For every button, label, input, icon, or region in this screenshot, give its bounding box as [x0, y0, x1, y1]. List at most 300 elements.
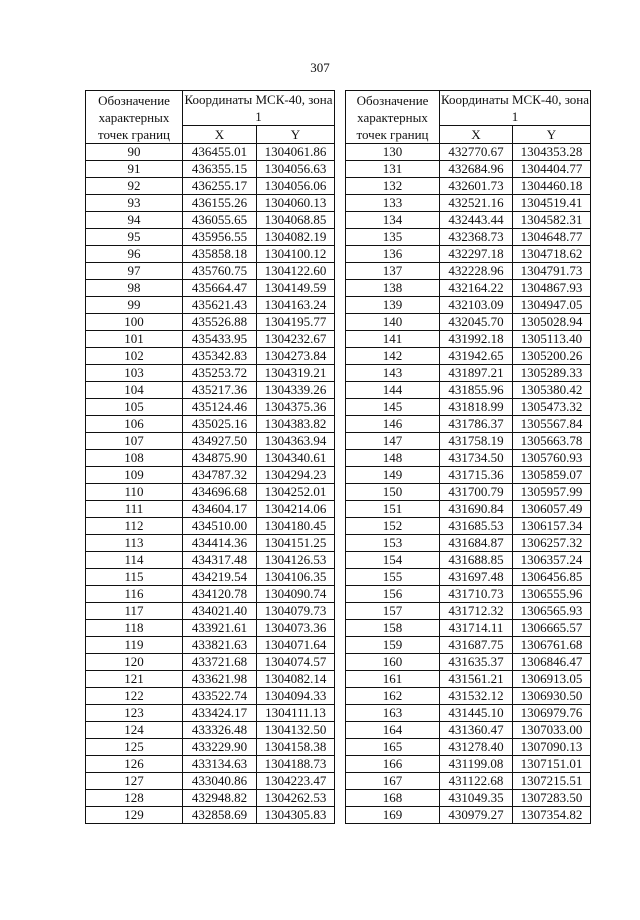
y-coordinate-cell: 1305473.32	[513, 399, 591, 416]
table-row	[346, 518, 591, 535]
point-id-cell: 123	[86, 705, 183, 722]
table-row	[346, 280, 591, 297]
x-coordinate-cell: 431715.36	[440, 467, 513, 484]
x-coordinate-cell: 435124.46	[183, 399, 257, 416]
x-coordinate-cell: 431786.37	[440, 416, 513, 433]
x-coordinate-cell: 431897.21	[440, 365, 513, 382]
table-row	[86, 348, 335, 365]
point-id-cell: 125	[86, 739, 183, 756]
y-coordinate-cell: 1304071.64	[257, 637, 335, 654]
x-coordinate-cell: 432601.73	[440, 178, 513, 195]
x-coordinate-cell: 431122.68	[440, 773, 513, 790]
x-coordinate-cell: 431635.37	[440, 654, 513, 671]
point-id-cell: 110	[86, 484, 183, 501]
y-coordinate-cell: 1304060.13	[257, 195, 335, 212]
point-id-cell: 167	[346, 773, 440, 790]
point-id-cell: 94	[86, 212, 183, 229]
x-coordinate-cell: 431690.84	[440, 501, 513, 518]
y-coordinate-cell: 1304648.77	[513, 229, 591, 246]
point-id-cell: 140	[346, 314, 440, 331]
point-id-cell: 97	[86, 263, 183, 280]
point-id-cell: 145	[346, 399, 440, 416]
x-coordinate-cell: 431714.11	[440, 620, 513, 637]
y-coordinate-cell: 1304163.24	[257, 297, 335, 314]
point-id-cell: 157	[346, 603, 440, 620]
y-coordinate-cell: 1304791.73	[513, 263, 591, 280]
y-coordinate-cell: 1306979.76	[513, 705, 591, 722]
y-coordinate-cell: 1304232.67	[257, 331, 335, 348]
table-row	[346, 620, 591, 637]
table-row	[86, 654, 335, 671]
table-row	[346, 552, 591, 569]
designation-header: Обозначение характерных точек границ	[86, 91, 183, 144]
table-row	[346, 790, 591, 807]
table-row	[346, 433, 591, 450]
x-coordinate-cell: 434510.00	[183, 518, 257, 535]
y-coordinate-cell: 1305113.40	[513, 331, 591, 348]
y-coordinate-cell: 1304151.25	[257, 535, 335, 552]
table-row	[86, 416, 335, 433]
point-id-cell: 169	[346, 807, 440, 824]
table-row	[346, 416, 591, 433]
table-row	[346, 348, 591, 365]
x-coordinate-cell: 432443.44	[440, 212, 513, 229]
x-coordinate-cell: 435858.18	[183, 246, 257, 263]
point-id-cell: 99	[86, 297, 183, 314]
point-id-cell: 118	[86, 620, 183, 637]
table-row	[86, 144, 335, 161]
x-coordinate-cell: 432297.18	[440, 246, 513, 263]
y-coordinate-cell: 1304305.83	[257, 807, 335, 824]
point-id-cell: 116	[86, 586, 183, 603]
table-row	[86, 620, 335, 637]
point-id-cell: 136	[346, 246, 440, 263]
x-coordinate-cell: 436355.15	[183, 161, 257, 178]
x-coordinate-cell: 432103.09	[440, 297, 513, 314]
point-id-cell: 104	[86, 382, 183, 399]
y-coordinate-cell: 1304718.62	[513, 246, 591, 263]
y-coordinate-cell: 1304375.36	[257, 399, 335, 416]
table-row	[86, 535, 335, 552]
table-row	[86, 569, 335, 586]
table-body	[346, 144, 591, 824]
table-row	[86, 586, 335, 603]
point-id-cell: 154	[346, 552, 440, 569]
y-coordinate-cell: 1304273.84	[257, 348, 335, 365]
y-coordinate-cell: 1304180.45	[257, 518, 335, 535]
y-coordinate-cell: 1306555.96	[513, 586, 591, 603]
point-id-cell: 105	[86, 399, 183, 416]
x-coordinate-cell: 431758.19	[440, 433, 513, 450]
y-header: Y	[513, 126, 591, 144]
y-coordinate-cell: 1304947.05	[513, 297, 591, 314]
x-coordinate-cell: 435664.47	[183, 280, 257, 297]
y-coordinate-cell: 1304132.50	[257, 722, 335, 739]
table-row	[86, 161, 335, 178]
y-coordinate-cell: 1305289.33	[513, 365, 591, 382]
point-id-cell: 115	[86, 569, 183, 586]
y-coordinate-cell: 1306357.24	[513, 552, 591, 569]
table-row	[346, 212, 591, 229]
table-row	[346, 195, 591, 212]
y-coordinate-cell: 1304339.26	[257, 382, 335, 399]
x-coordinate-cell: 435760.75	[183, 263, 257, 280]
x-coordinate-cell: 431855.96	[440, 382, 513, 399]
table-row	[346, 586, 591, 603]
y-coordinate-cell: 1304149.59	[257, 280, 335, 297]
y-coordinate-cell: 1304195.77	[257, 314, 335, 331]
y-coordinate-cell: 1304094.33	[257, 688, 335, 705]
y-coordinate-cell: 1306846.47	[513, 654, 591, 671]
x-coordinate-cell: 431697.48	[440, 569, 513, 586]
point-id-cell: 114	[86, 552, 183, 569]
table-row	[86, 501, 335, 518]
y-coordinate-cell: 1304082.14	[257, 671, 335, 688]
point-id-cell: 135	[346, 229, 440, 246]
table-row	[346, 467, 591, 484]
x-coordinate-cell: 434219.54	[183, 569, 257, 586]
x-coordinate-cell: 435217.36	[183, 382, 257, 399]
point-id-cell: 168	[346, 790, 440, 807]
x-coordinate-cell: 433229.90	[183, 739, 257, 756]
point-id-cell: 141	[346, 331, 440, 348]
x-coordinate-cell: 434696.68	[183, 484, 257, 501]
y-coordinate-cell: 1304519.41	[513, 195, 591, 212]
point-id-cell: 119	[86, 637, 183, 654]
point-id-cell: 164	[346, 722, 440, 739]
x-coordinate-cell: 432045.70	[440, 314, 513, 331]
point-id-cell: 153	[346, 535, 440, 552]
point-id-cell: 139	[346, 297, 440, 314]
y-coordinate-cell: 1304074.57	[257, 654, 335, 671]
point-id-cell: 143	[346, 365, 440, 382]
table-row	[86, 399, 335, 416]
table-row	[346, 484, 591, 501]
point-id-cell: 112	[86, 518, 183, 535]
x-coordinate-cell: 436055.65	[183, 212, 257, 229]
table-row	[346, 144, 591, 161]
x-coordinate-cell: 431360.47	[440, 722, 513, 739]
table-row	[346, 756, 591, 773]
point-id-cell: 129	[86, 807, 183, 824]
point-id-cell: 109	[86, 467, 183, 484]
x-coordinate-cell: 433326.48	[183, 722, 257, 739]
table-row	[346, 161, 591, 178]
x-header: X	[440, 126, 513, 144]
x-coordinate-cell: 432948.82	[183, 790, 257, 807]
x-coordinate-cell: 432368.73	[440, 229, 513, 246]
point-id-cell: 156	[346, 586, 440, 603]
point-id-cell: 124	[86, 722, 183, 739]
x-coordinate-cell: 435433.95	[183, 331, 257, 348]
y-header: Y	[257, 126, 335, 144]
y-coordinate-cell: 1304068.85	[257, 212, 335, 229]
y-coordinate-cell: 1304090.74	[257, 586, 335, 603]
table-row	[86, 790, 335, 807]
point-id-cell: 165	[346, 739, 440, 756]
table-row	[86, 756, 335, 773]
x-coordinate-cell: 435025.16	[183, 416, 257, 433]
point-id-cell: 149	[346, 467, 440, 484]
x-coordinate-cell: 434787.32	[183, 467, 257, 484]
table-row	[346, 739, 591, 756]
point-id-cell: 113	[86, 535, 183, 552]
point-id-cell: 160	[346, 654, 440, 671]
y-coordinate-cell: 1304056.06	[257, 178, 335, 195]
table-row	[346, 637, 591, 654]
table-row	[346, 671, 591, 688]
table-row	[86, 178, 335, 195]
y-coordinate-cell: 1306257.32	[513, 535, 591, 552]
table-row	[86, 212, 335, 229]
table-row	[346, 246, 591, 263]
table-row	[86, 450, 335, 467]
point-id-cell: 120	[86, 654, 183, 671]
point-id-cell: 133	[346, 195, 440, 212]
x-header: X	[183, 126, 257, 144]
point-id-cell: 166	[346, 756, 440, 773]
x-coordinate-cell: 434021.40	[183, 603, 257, 620]
x-coordinate-cell: 435253.72	[183, 365, 257, 382]
point-id-cell: 132	[346, 178, 440, 195]
table-row	[86, 637, 335, 654]
table-row	[346, 229, 591, 246]
y-coordinate-cell: 1304363.94	[257, 433, 335, 450]
y-coordinate-cell: 1306157.34	[513, 518, 591, 535]
y-coordinate-cell: 1304867.93	[513, 280, 591, 297]
x-coordinate-cell: 432521.16	[440, 195, 513, 212]
table-row	[346, 807, 591, 824]
x-coordinate-cell: 431710.73	[440, 586, 513, 603]
table-row	[86, 314, 335, 331]
table-row	[86, 603, 335, 620]
table-row	[346, 603, 591, 620]
x-coordinate-cell: 434927.50	[183, 433, 257, 450]
table-row	[346, 331, 591, 348]
point-id-cell: 90	[86, 144, 183, 161]
x-coordinate-cell: 431687.75	[440, 637, 513, 654]
x-coordinate-cell: 431818.99	[440, 399, 513, 416]
point-id-cell: 152	[346, 518, 440, 535]
point-id-cell: 146	[346, 416, 440, 433]
table-row	[86, 263, 335, 280]
point-id-cell: 147	[346, 433, 440, 450]
y-coordinate-cell: 1307354.82	[513, 807, 591, 824]
y-coordinate-cell: 1305200.26	[513, 348, 591, 365]
x-coordinate-cell: 433522.74	[183, 688, 257, 705]
x-coordinate-cell: 431685.53	[440, 518, 513, 535]
x-coordinate-cell: 431942.65	[440, 348, 513, 365]
point-id-cell: 126	[86, 756, 183, 773]
y-coordinate-cell: 1304073.36	[257, 620, 335, 637]
y-coordinate-cell: 1307215.51	[513, 773, 591, 790]
point-id-cell: 130	[346, 144, 440, 161]
x-coordinate-cell: 432164.22	[440, 280, 513, 297]
point-id-cell: 155	[346, 569, 440, 586]
x-coordinate-cell: 431688.85	[440, 552, 513, 569]
y-coordinate-cell: 1305760.93	[513, 450, 591, 467]
point-id-cell: 95	[86, 229, 183, 246]
point-id-cell: 103	[86, 365, 183, 382]
point-id-cell: 127	[86, 773, 183, 790]
y-coordinate-cell: 1304100.12	[257, 246, 335, 263]
table-row	[86, 739, 335, 756]
point-id-cell: 144	[346, 382, 440, 399]
y-coordinate-cell: 1304126.53	[257, 552, 335, 569]
point-id-cell: 100	[86, 314, 183, 331]
table-row	[86, 365, 335, 382]
x-coordinate-cell: 434120.78	[183, 586, 257, 603]
table-row	[86, 382, 335, 399]
table-row	[86, 518, 335, 535]
point-id-cell: 92	[86, 178, 183, 195]
table-row	[86, 671, 335, 688]
point-id-cell: 137	[346, 263, 440, 280]
y-coordinate-cell: 1305028.94	[513, 314, 591, 331]
x-coordinate-cell: 432228.96	[440, 263, 513, 280]
x-coordinate-cell: 431561.21	[440, 671, 513, 688]
x-coordinate-cell: 431199.08	[440, 756, 513, 773]
x-coordinate-cell: 431700.79	[440, 484, 513, 501]
point-id-cell: 96	[86, 246, 183, 263]
point-id-cell: 163	[346, 705, 440, 722]
coord-system-header: Координаты МСК-40, зона 1	[441, 92, 589, 124]
y-coordinate-cell: 1304214.06	[257, 501, 335, 518]
table-row	[346, 399, 591, 416]
y-coordinate-cell: 1304460.18	[513, 178, 591, 195]
y-coordinate-cell: 1307090.13	[513, 739, 591, 756]
point-id-cell: 138	[346, 280, 440, 297]
y-coordinate-cell: 1304122.60	[257, 263, 335, 280]
y-coordinate-cell: 1304056.63	[257, 161, 335, 178]
x-coordinate-cell: 432858.69	[183, 807, 257, 824]
coordinates-table-left	[85, 90, 335, 824]
x-coordinate-cell: 433424.17	[183, 705, 257, 722]
x-coordinate-cell: 432770.67	[440, 144, 513, 161]
x-coordinate-cell: 433134.63	[183, 756, 257, 773]
table-row	[346, 722, 591, 739]
y-coordinate-cell: 1304353.28	[513, 144, 591, 161]
point-id-cell: 150	[346, 484, 440, 501]
page-number: 307	[310, 60, 330, 75]
table-row	[346, 297, 591, 314]
y-coordinate-cell: 1305859.07	[513, 467, 591, 484]
table-row	[86, 807, 335, 824]
table-row	[86, 552, 335, 569]
y-coordinate-cell: 1304294.23	[257, 467, 335, 484]
x-coordinate-cell: 433721.68	[183, 654, 257, 671]
y-coordinate-cell: 1307033.00	[513, 722, 591, 739]
y-coordinate-cell: 1304158.38	[257, 739, 335, 756]
y-coordinate-cell: 1304262.53	[257, 790, 335, 807]
x-coordinate-cell: 435621.43	[183, 297, 257, 314]
x-coordinate-cell: 436255.17	[183, 178, 257, 195]
table-row	[346, 569, 591, 586]
point-id-cell: 161	[346, 671, 440, 688]
x-coordinate-cell: 431684.87	[440, 535, 513, 552]
table-row	[86, 195, 335, 212]
point-id-cell: 131	[346, 161, 440, 178]
x-coordinate-cell: 431445.10	[440, 705, 513, 722]
point-id-cell: 159	[346, 637, 440, 654]
table-row	[346, 688, 591, 705]
table-row	[346, 705, 591, 722]
table-row	[86, 229, 335, 246]
y-coordinate-cell: 1307283.50	[513, 790, 591, 807]
x-coordinate-cell: 433921.61	[183, 620, 257, 637]
point-id-cell: 142	[346, 348, 440, 365]
y-coordinate-cell: 1304079.73	[257, 603, 335, 620]
x-coordinate-cell: 431532.12	[440, 688, 513, 705]
x-coordinate-cell: 436155.26	[183, 195, 257, 212]
table-row	[86, 705, 335, 722]
y-coordinate-cell: 1304404.77	[513, 161, 591, 178]
table-row	[86, 331, 335, 348]
y-coordinate-cell: 1306456.85	[513, 569, 591, 586]
point-id-cell: 106	[86, 416, 183, 433]
y-coordinate-cell: 1304106.35	[257, 569, 335, 586]
point-id-cell: 102	[86, 348, 183, 365]
point-id-cell: 122	[86, 688, 183, 705]
point-id-cell: 134	[346, 212, 440, 229]
x-coordinate-cell: 430979.27	[440, 807, 513, 824]
point-id-cell: 93	[86, 195, 183, 212]
table-row	[346, 263, 591, 280]
y-coordinate-cell: 1305380.42	[513, 382, 591, 399]
y-coordinate-cell: 1306665.57	[513, 620, 591, 637]
point-id-cell: 111	[86, 501, 183, 518]
point-id-cell: 108	[86, 450, 183, 467]
point-id-cell: 162	[346, 688, 440, 705]
y-coordinate-cell: 1304252.01	[257, 484, 335, 501]
y-coordinate-cell: 1304319.21	[257, 365, 335, 382]
y-coordinate-cell: 1305567.84	[513, 416, 591, 433]
x-coordinate-cell: 432684.96	[440, 161, 513, 178]
x-coordinate-cell: 436455.01	[183, 144, 257, 161]
y-coordinate-cell: 1304082.19	[257, 229, 335, 246]
x-coordinate-cell: 434414.36	[183, 535, 257, 552]
y-coordinate-cell: 1304223.47	[257, 773, 335, 790]
table-row	[346, 382, 591, 399]
y-coordinate-cell: 1305957.99	[513, 484, 591, 501]
table-row	[346, 314, 591, 331]
point-id-cell: 117	[86, 603, 183, 620]
table-row	[346, 654, 591, 671]
y-coordinate-cell: 1306930.50	[513, 688, 591, 705]
point-id-cell: 107	[86, 433, 183, 450]
point-id-cell: 151	[346, 501, 440, 518]
table-row	[86, 246, 335, 263]
point-id-cell: 98	[86, 280, 183, 297]
point-id-cell: 101	[86, 331, 183, 348]
designation-header: Обозначение характерных точек границ	[346, 91, 440, 144]
y-coordinate-cell: 1306913.05	[513, 671, 591, 688]
x-coordinate-cell: 431992.18	[440, 331, 513, 348]
x-coordinate-cell: 433621.98	[183, 671, 257, 688]
y-coordinate-cell: 1306057.49	[513, 501, 591, 518]
point-id-cell: 148	[346, 450, 440, 467]
point-id-cell: 121	[86, 671, 183, 688]
y-coordinate-cell: 1304383.82	[257, 416, 335, 433]
table-row	[86, 484, 335, 501]
coord-system-header: Координаты МСК-40, зона 1	[184, 92, 333, 124]
x-coordinate-cell: 435956.55	[183, 229, 257, 246]
y-coordinate-cell: 1304111.13	[257, 705, 335, 722]
table-row	[86, 773, 335, 790]
y-coordinate-cell: 1305663.78	[513, 433, 591, 450]
x-coordinate-cell: 435342.83	[183, 348, 257, 365]
x-coordinate-cell: 431712.32	[440, 603, 513, 620]
